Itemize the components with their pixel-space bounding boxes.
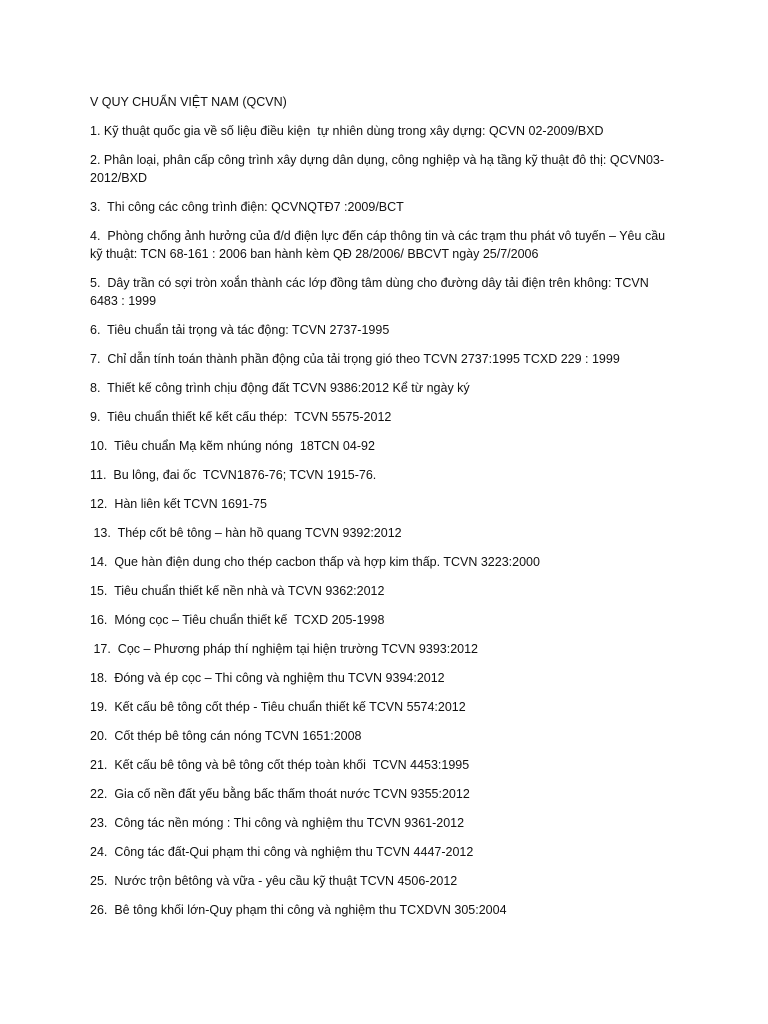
standard-item-13: 13. Thép cốt bê tông – hàn hồ quang TCVN 9392:2012	[90, 526, 402, 540]
standard-item-8: 8. Thiết kế công trình chịu động đất TCVN 9386:2012 Kể từ ngày ký	[90, 381, 470, 395]
standard-item-10: 10. Tiêu chuẩn Mạ kẽm nhúng nóng 18TCN 04-92	[90, 439, 375, 453]
document-page	[90, 93, 680, 930]
standard-item-25: 25. Nước trộn bêtông và vữa - yêu cầu kỹ thuật TCVN 4506-2012	[90, 874, 458, 888]
standard-item-19: 19. Kết cấu bê tông cốt thép - Tiêu chuẩn thiết kế TCVN 5574:2012	[90, 700, 466, 714]
standard-item-11: 11. Bu lông, đai ốc TCVN1876-76; TCVN 1915-76.	[90, 468, 377, 482]
standard-item-4: 4. Phòng chống ảnh hưởng của đ/d điện lực đến cáp thông tin và các trạm thu phát vô tuyến – Yêu cầu kỹ thuật: TCN 68-161 : 2006 ban hành kèm QĐ 28/2006/ BBCVT ngày 25/7/2006	[90, 229, 669, 261]
section-heading: V QUY CHUẨN VIỆT NAM (QCVN)	[90, 95, 287, 109]
standard-item-22: 22. Gia cố nền đất yếu bằng bấc thấm thoát nước TCVN 9355:2012	[90, 787, 470, 801]
standard-item-1: 1. Kỹ thuật quốc gia về số liệu điều kiện tự nhiên dùng trong xây dựng: QCVN 02-2009/BXD	[90, 124, 604, 138]
standard-item-24: 24. Công tác đất-Qui phạm thi công và nghiệm thu TCVN 4447-2012	[90, 845, 474, 859]
standard-item-26: 26. Bê tông khối lớn-Quy phạm thi công và nghiệm thu TCXDVN 305:2004	[90, 903, 507, 917]
standard-item-6: 6. Tiêu chuẩn tải trọng và tác động: TCVN 2737-1995	[90, 323, 390, 337]
standard-item-2: 2. Phân loại, phân cấp công trình xây dựng dân dụng, công nghiệp và hạ tầng kỹ thuật đô thị: QCVN03-2012/BXD	[90, 153, 665, 185]
standard-item-23: 23. Công tác nền móng : Thi công và nghiệm thu TCVN 9361-2012	[90, 816, 465, 830]
standard-item-20: 20. Cốt thép bê tông cán nóng TCVN 1651:2008	[90, 729, 362, 743]
standard-item-5: 5. Dây trần có sợi tròn xoắn thành các lớp đồng tâm dùng cho đường dây tải điện trên không: TCVN 6483 : 1999	[90, 276, 653, 308]
standard-item-15: 15. Tiêu chuẩn thiết kế nền nhà và TCVN 9362:2012	[90, 584, 385, 598]
standard-item-7: 7. Chỉ dẫn tính toán thành phần động của tải trọng gió theo TCVN 2737:1995 TCXD 229 : 1999	[90, 352, 620, 366]
standard-item-18: 18. Đóng và ép cọc – Thi công và nghiệm thu TCVN 9394:2012	[90, 671, 445, 685]
standard-item-21: 21. Kết cấu bê tông và bê tông cốt thép toàn khối TCVN 4453:1995	[90, 758, 470, 772]
standard-item-12: 12. Hàn liên kết TCVN 1691-75	[90, 497, 267, 511]
standard-item-17: 17. Cọc – Phương pháp thí nghiệm tại hiện trường TCVN 9393:2012	[90, 642, 479, 656]
standard-item-3: 3. Thi công các công trình điện: QCVNQTĐ7 :2009/BCT	[90, 200, 404, 214]
standard-item-14: 14. Que hàn điện dung cho thép cacbon thấp và hợp kim thấp. TCVN 3223:2000	[90, 555, 540, 569]
standard-item-9: 9. Tiêu chuẩn thiết kế kết cấu thép: TCVN 5575-2012	[90, 410, 392, 424]
standard-item-16: 16. Móng cọc – Tiêu chuẩn thiết kế TCXD 205-1998	[90, 613, 385, 627]
